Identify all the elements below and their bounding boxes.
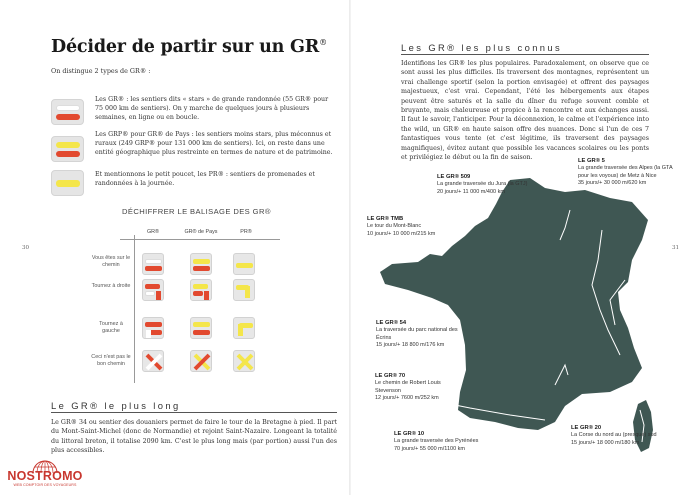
gr-marker-icon bbox=[51, 99, 84, 125]
grid-divider bbox=[120, 239, 280, 240]
intro-text: On distingue 2 types de GR® : bbox=[51, 67, 151, 75]
trail-desc: Le chemin de Robert Louis Stevenson bbox=[375, 380, 441, 394]
trail-type-text: Les GR® : les sentiers dits « stars » de grande randonnée (55 GR® pour 75 000 km de sentiers). On y marche de quelques jours à plusieurs semaines, en ligne ou en boucle. bbox=[95, 96, 329, 122]
france-map bbox=[370, 160, 670, 460]
trail-label-gr70 bbox=[375, 373, 460, 402]
trail-type-pr bbox=[51, 170, 341, 200]
trail-desc: La grande traversée des Pyrénées bbox=[394, 438, 479, 445]
trail-label-grtmb bbox=[367, 216, 462, 238]
section-rule bbox=[401, 54, 649, 55]
section-rule bbox=[51, 412, 337, 413]
trail-label-gr20 bbox=[571, 425, 677, 447]
section-title: Le GR® le plus long bbox=[51, 400, 181, 411]
trail-stats: 15 jours/+ 18 800 m/176 km bbox=[376, 341, 445, 348]
trail-name: LE GR® 5 bbox=[578, 158, 605, 164]
grid-divider bbox=[134, 235, 135, 383]
trail-desc: La grande traversée du Jura (la GTJ) bbox=[437, 181, 528, 188]
pr-on-path-marker bbox=[233, 253, 255, 275]
page-number: 31 bbox=[672, 245, 680, 251]
grp-marker-icon bbox=[51, 136, 84, 162]
marking-decoder-grid bbox=[90, 225, 280, 385]
trail-stats: 12 jours/+ 7600 m/252 km bbox=[375, 394, 439, 401]
grp-on-path-marker bbox=[190, 253, 212, 275]
page-title: Décider de partir sur un GR® bbox=[51, 37, 327, 57]
trail-desc: La Corse du nord au (presque) sud bbox=[571, 432, 657, 439]
section-text: Le GR® 34 ou sentier des douaniers permet de faire le tour de la Bretagne à pied. Il part du Mont-Saint-Michel (donc de Normandie) et rejoint Saint-Nazaire. Longeant la totalité du littoral breton, il totalise 2090 km. C'est le plus long mais (par portion) aussi l'un des plus accessibles. bbox=[51, 419, 337, 455]
row-label: Tournez à gauche bbox=[99, 321, 123, 334]
trail-label-gr54 bbox=[376, 320, 468, 349]
pr-marker-icon bbox=[51, 170, 84, 196]
pr-turn-right-marker bbox=[233, 279, 255, 301]
trail-type-gr bbox=[51, 95, 341, 135]
row-label: Tournez à droite bbox=[91, 283, 131, 289]
pr-turn-left-marker bbox=[233, 317, 255, 339]
trail-desc: La traversée du parc national des Écrins bbox=[376, 327, 458, 341]
trail-type-text: Les GRP® pour GR® de Pays : les sentiers moins stars, plus méconnus et ruraux (249 GRP® pour 131 000 km de sentiers). Ici, on reste dans une entité géographique plus restreinte en termes de nature et de patrimoine. bbox=[95, 131, 333, 157]
trail-name: LE GR® TMB bbox=[367, 216, 404, 222]
gr-on-path-marker bbox=[142, 253, 164, 275]
trail-name: LE GR® 10 bbox=[394, 431, 425, 437]
pr-wrong-way-marker bbox=[233, 350, 255, 372]
trail-label-gr5 bbox=[578, 158, 678, 187]
page-gutter bbox=[349, 0, 351, 495]
trail-stats: 35 jours/+ 30 000 m/620 km bbox=[578, 179, 647, 186]
section-title: Les GR® les plus connus bbox=[401, 42, 563, 53]
column-header: GR® bbox=[146, 229, 160, 235]
row-label: Ceci n'est pas le bon chemin bbox=[91, 354, 131, 367]
trail-name: LE GR® 54 bbox=[376, 320, 407, 326]
gr-wrong-way-marker bbox=[142, 350, 164, 372]
trail-stats: 20 jours/+ 11 000 m/400 km bbox=[437, 188, 505, 195]
grp-turn-left-marker bbox=[190, 317, 212, 339]
trail-label-gr509 bbox=[437, 174, 547, 196]
decoder-title: DÉCHIFFRER LE BALISAGE DES GR® bbox=[122, 207, 271, 216]
trail-stats: 15 jours/+ 18 000 m/180 km bbox=[571, 439, 640, 446]
section-text: Identifions les GR® les plus populaires. Paradoxalement, on observe que ce sont aussi les plus difficiles. Ils traversent des montagnes, représentent un vrai challenge sportif (selon la portion envisagée) et offrent des paysages majestueux, c'est vrai. Cependant, l'été les hébergements aux étapes peuvent être saturés et la salle du dîner du refuge souvent comble et bruyante, mais chaleureuse et propice à la rencontre et aux échanges aussi. Il faut le savoir, l'anticiper. Pour la déconnexion, le calme et l'expérience into the wild, un GR® en haute saison offre des nuances. Donc si l'un de ces 7 fantastiques vous tente (et c'est légitime, ils traversent des paysages magnifiques), évitez autant que possible les vacances scolaires ou les ponts et privilégiez le début ou la fin de saison. bbox=[401, 60, 649, 162]
trail-name: LE GR® 509 bbox=[437, 174, 471, 180]
grp-wrong-way-marker bbox=[190, 350, 212, 372]
gr-turn-left-marker bbox=[142, 317, 164, 339]
trail-desc: Le tour du Mont-Blanc bbox=[367, 223, 422, 230]
trail-type-grp bbox=[51, 130, 341, 170]
trail-label-gr10 bbox=[394, 431, 506, 453]
trail-type-text: Et mentionnons le petit poucet, les PR® : sentiers de promenades et randonnées à la journée. bbox=[95, 171, 315, 188]
trail-stats: 10 jours/+ 10 000 m/215 km bbox=[367, 230, 436, 237]
publisher-logo bbox=[6, 460, 84, 490]
trail-desc: La grande traversée des Alpes (la GTA pour les voyous) de Metz à Nice bbox=[578, 165, 673, 179]
logo-tagline: WEB COMPTOIR DES VOYAGEURS bbox=[13, 483, 77, 487]
trail-name: LE GR® 20 bbox=[571, 425, 602, 431]
gr-turn-right-marker bbox=[142, 279, 164, 301]
column-header: PR® bbox=[240, 229, 252, 235]
row-label: Vous êtes sur le chemin bbox=[91, 255, 131, 268]
page-number: 30 bbox=[22, 245, 30, 251]
grp-turn-right-marker bbox=[190, 279, 212, 301]
trail-name: LE GR® 70 bbox=[375, 373, 406, 379]
column-header: GR® de Pays bbox=[184, 229, 218, 235]
trail-stats: 70 jours/+ 55 000 m/1100 km bbox=[394, 445, 465, 452]
logo-name: NOSTROMO bbox=[7, 469, 83, 483]
